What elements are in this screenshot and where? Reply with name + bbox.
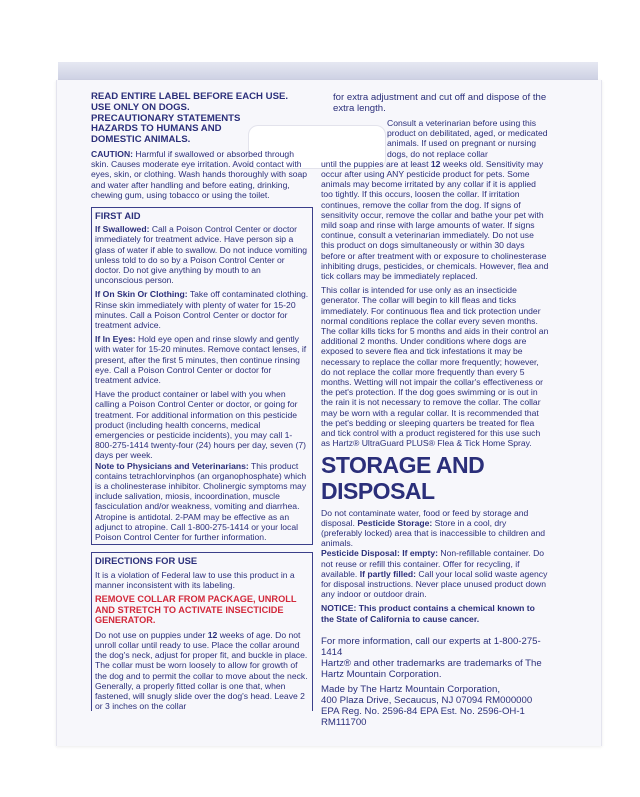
label-header bbox=[91, 92, 313, 146]
made-by-line: Made by The Hartz Mountain Corporation, bbox=[321, 683, 500, 695]
if-in-eyes bbox=[95, 334, 309, 385]
directions-box bbox=[91, 552, 313, 711]
if-on-skin-text: Take off contaminated clothing. Rinse skin immediately with plenty of water for 15-20 minutes. Call a Poison Control Center or doctor for treatment advice. bbox=[95, 289, 309, 331]
left-column bbox=[91, 92, 313, 711]
header-line: USE ONLY ON DOGS. bbox=[91, 101, 190, 113]
note-to-physicians-text: This product contains tetrachlorvinphos (an organophosphate) which is a cholinesterase inhibitor. Cholinergic symptoms may include salivation, miosis, incoordination, muscle fasciculation and/or weakness, vomiting and diarrhea. Atropine is antidotal. 2-PAM may be effective as an adjunct to atropine. Call 1-800-275-1414 or your local Poison Control Center for further information. bbox=[95, 460, 307, 543]
sensitivity-text bbox=[321, 159, 549, 281]
note-to-physicians bbox=[95, 461, 309, 543]
pesticide-storage-label: Pesticide Storage: bbox=[357, 517, 433, 528]
puppies-weeks: 12 bbox=[430, 158, 441, 169]
header-line: DOMESTIC ANIMALS. bbox=[91, 134, 191, 146]
usage-post: weeks of age. Do not unroll collar until ready to use. Place the collar around the dog's neck, adjust for proper fit, and buckle in place. The collar must be worn loosely to allow for growth of the dog and to permit the collar to move about the neck. Generally, a properly fitted collar is one that, when fastened, will snugly slide over the dog's head. Leave 2 or 3 inches on the collar bbox=[95, 629, 308, 712]
extra-length-text: for extra adjustment and cut off and dispose of the extra length. bbox=[333, 92, 547, 114]
remove-collar-warning: REMOVE COLLAR FROM PACKAGE, UNROLL AND STRETCH TO ACTIVATE INSECTICIDE GENERATOR. bbox=[95, 593, 297, 626]
address-line: 400 Plaza Drive, Secaucus, NJ 07094 RM000000 bbox=[321, 694, 533, 706]
header-line: HAZARDS TO HUMANS AND bbox=[91, 123, 222, 135]
disposal-paragraph bbox=[321, 548, 549, 599]
contact-info: Have the product container or label with you when calling a Poison Control Center or doctor, or going for treatment. For additional information on this pesticide product (including health concerns, medical emergencies or pesticide incidents), you may call 1-800-275-1414 twenty-four (24) hours per day, seven (7) days per week. bbox=[95, 389, 306, 461]
if-swallowed-text: Call a Poison Control Center or doctor immediately for treatment advice. Have person sip a glass of water if able to swallow. Do not induce vomiting unless told to do so by a Poison Control Center or doctor. Do not give anything by mouth to an unconscious person. bbox=[95, 224, 308, 286]
note-to-physicians-label: Note to Physicians and Veterinarians: bbox=[95, 460, 249, 471]
caution-label: CAUTION: bbox=[91, 148, 134, 159]
rm-code: RM111700 bbox=[321, 716, 367, 728]
usage-weeks: 12 bbox=[207, 629, 218, 640]
intended-use-text: This collar is intended for use only as an insecticide generator. The collar will begin to kill fleas and ticks immediately. For continuous flea and tick protection under normal conditions replace the collar every seven months. The collar kills ticks for 5 months and aids in their control an additional 2 months. Under conditions where dogs are exposed to severe flea and tick infestations it may be necessary to replace the collar more frequently; however, do not replace the collar more frequently than every 5 months. Wetting will not impair the collar's effectiveness or the pet's protection. If the dog goes swimming or is out in the rain it is not necessary to remove the collar. The collar may be worn with a regular collar. It is recommended that the pet's bedding or sleeping quarters be treated for flea and tick control with a product registered for this use such as Hartz® UltraGuard PLUS® Flea & Tick Home Spray. bbox=[321, 285, 549, 449]
storage-intro: Do not contaminate water, food or feed by storage and disposal. bbox=[321, 507, 529, 528]
consult-vet-text: Consult a veterinarian before using this product on debilitated, aged, or medicated animals. If used on pregnant or nursing dogs, do not replace collar bbox=[387, 118, 548, 159]
pesticide-disposal-label: Pesticide Disposal: If empty: bbox=[321, 548, 439, 559]
if-in-eyes-label: If In Eyes: bbox=[95, 334, 136, 345]
if-in-eyes-text: Hold eye open and rinse slowly and gently with water for 15-20 minutes. Remove contact lenses, if present, after the first 5 minutes, then continue rinsing eye. Call a Poison Control Center or doctor for treatment advice. bbox=[95, 334, 307, 386]
header-line: READ ENTIRE LABEL BEFORE EACH USE. bbox=[91, 91, 289, 102]
pesticide-storage-text: Store in a cool, dry (preferably locked) area that is inaccessible to children and animals. bbox=[321, 517, 546, 549]
info-line: For more information, call our experts at 1-800-275-1414 bbox=[321, 635, 541, 658]
partly-filled-text: Call your local solid waste agency for disposal instructions. Never place unused product down any indoor or outdoor drain. bbox=[321, 568, 548, 600]
partly-filled-label: If partly filled: bbox=[359, 568, 417, 579]
caution-text: Harmful if swallowed or absorbed through skin. Causes moderate eye irritation. Avoid contact with eyes, skin, or clothing. Wash hands thoroughly with soap and water after handling and before eating, drinking, chewing gum, using tobacco or using the toilet. bbox=[91, 148, 308, 200]
pesticide-disposal-text: Non-refillable container. Do not reuse or refill this container. Offer for recycling, if available. bbox=[321, 548, 545, 579]
caution-paragraph bbox=[91, 149, 313, 200]
directions-title: DIRECTIONS FOR USE bbox=[95, 555, 198, 567]
first-aid-title: FIRST AID bbox=[95, 210, 141, 221]
right-column bbox=[321, 92, 549, 728]
usage-pre: Do not use on puppies under bbox=[95, 629, 208, 640]
if-swallowed-label: If Swallowed: bbox=[95, 224, 150, 235]
header-line: PRECAUTIONARY STATEMENTS bbox=[91, 112, 241, 124]
epa-line: EPA Reg. No. 2596-84 EPA Est. No. 2596-OH-1 bbox=[321, 705, 525, 717]
federal-law-text: It is a violation of Federal law to use this product in a manner inconsistent with its labeling. bbox=[95, 569, 295, 590]
first-aid-box bbox=[91, 207, 313, 545]
puppies-post: weeks old. Sensitivity may occur after using ANY pesticide product for pets. Some animals may become irritated by any collar if it is applied too tightly. If this occurs, loosen the collar. If irritation continues, remove the collar from the dog. If signs of sensitivity occur, remove the collar and bathe your pet with mild soap and rinse with large amounts of water. If signs continue, consult a veterinarian immediately. Do not use this product on dogs simultaneously or within 30 days before or after treatment with or exposure to cholinesterase inhibiting drugs, pesticides, or chemicals. However, flea and tick collars may be immediately replaced. bbox=[321, 158, 549, 282]
prop65-notice: NOTICE: This product contains a chemical known to the State of California to cause cancer. bbox=[321, 603, 535, 624]
if-on-skin-label: If On Skin Or Clothing: bbox=[95, 289, 188, 300]
usage-directions bbox=[95, 630, 309, 712]
if-swallowed bbox=[95, 224, 309, 285]
storage-disposal-title: STORAGE AND DISPOSAL bbox=[321, 451, 485, 504]
trademark-line: Hartz® and other trademarks are trademarks of The Hartz Mountain Corporation. bbox=[321, 657, 542, 680]
if-on-skin bbox=[95, 289, 309, 330]
puppies-pre: until the puppies are at least bbox=[321, 158, 431, 169]
storage-paragraph bbox=[321, 508, 549, 549]
